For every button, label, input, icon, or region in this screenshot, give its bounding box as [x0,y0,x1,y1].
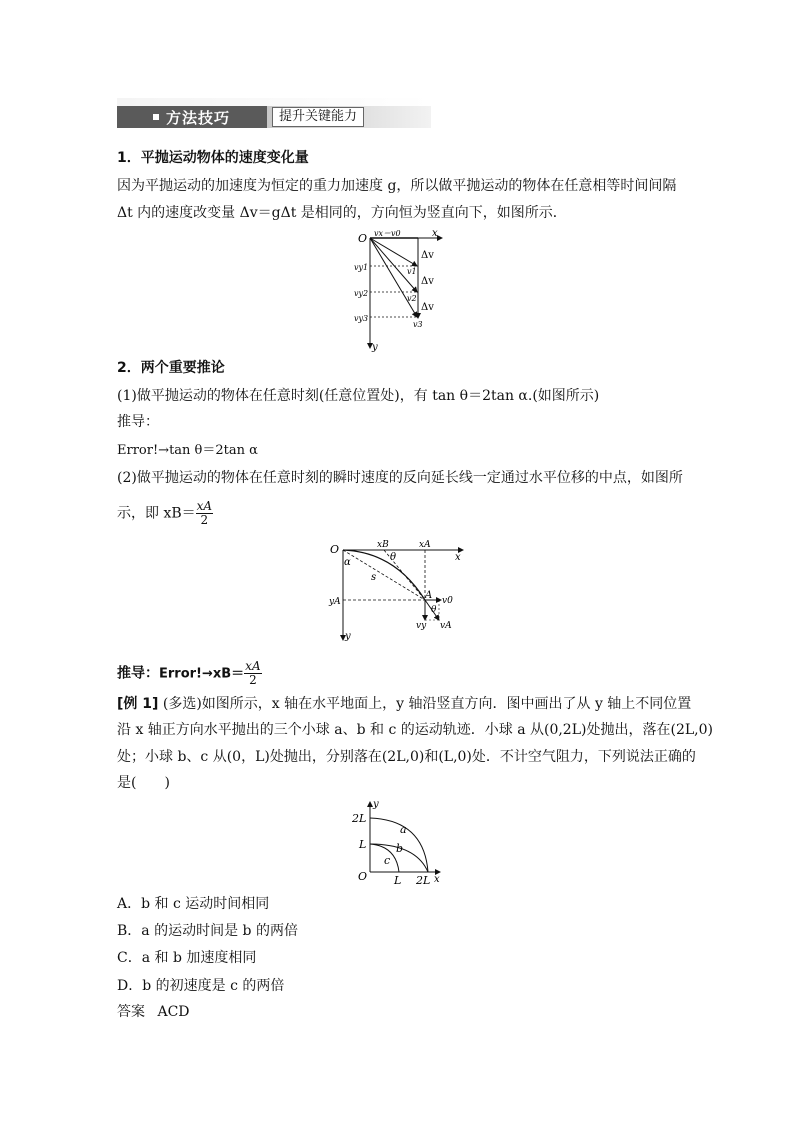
fig1-vy1: vy1 [354,263,369,272]
fig2-alpha: α [344,557,351,568]
fig1-x-label: x [432,228,438,239]
fig3-y-label: y [373,799,379,810]
derive2-line [117,660,262,687]
figure-tan-relation [325,536,470,642]
derive2-label: 推导： [117,665,159,682]
fig2-s: s [371,572,377,583]
fraction-xa-over-2 [196,500,213,527]
square-bullet-icon [153,114,159,120]
fig2-xa: xA [419,540,431,550]
derive-label-1: 推导： [117,414,159,430]
fig2-xb: xB [377,540,389,550]
section2-paragraph1: (1)做平抛运动的物体在任意时刻(任意位置处)，有 tan θ＝2tan α.(如图所示) [117,388,600,404]
fig1-dv1: Δv [421,250,434,261]
answer-value: ACD [157,1004,190,1020]
fig2-x-label: x [455,552,461,563]
answer-line [117,1002,190,1022]
fig1-v1: v1 [407,267,417,276]
fig3-a-label: a [400,823,407,836]
fig2-a-point: A [425,590,433,601]
banner-fade [117,98,431,106]
fraction-denominator-b: 2 [249,673,257,687]
option-c: C．a 和 b 加速度相同 [117,950,257,966]
fig2-vy: vy [416,621,427,631]
fig3-l-y: L [359,838,367,851]
fraction-numerator: xA [196,499,213,513]
answer-label: 答案 [117,1004,145,1020]
fig1-dv3: Δv [421,302,434,313]
fig2-origin: O [330,543,340,556]
fig3-x-label: x [434,874,440,885]
fig3-2l-x: 2L [416,874,431,887]
fraction-denominator: 2 [200,513,209,527]
banner-subtitle: 提升关键能力 [272,107,364,127]
figure-velocity-change [350,226,450,352]
example-line1 [117,694,691,714]
fig2-va: vA [440,621,452,631]
example-line2: 沿 x 轴正方向水平抛出的三个小球 a、b 和 c 的运动轨迹．小球 a 从(0,2L)处抛出，落在(2L,0) [117,722,713,738]
section2-heading: 2．两个重要推论 [117,360,225,376]
fig2-y-label: y [345,631,351,642]
fig1-v2: v2 [407,294,417,303]
option-a: A．b 和 c 运动时间相同 [117,896,270,912]
fig1-top-label: vx＝v0 [374,229,401,238]
section1-paragraph-line1: 因为平抛运动的加速度为恒定的重力加速度 g，所以做平抛运动的物体在任意相等时间间隔 [117,178,677,194]
fig2-ya: yA [329,597,341,607]
derive-formula-1: Error!→tan θ＝2tan α [117,443,258,458]
fig3-origin: O [358,870,368,883]
example-text1: (多选)如图所示，x 轴在水平地面上，y 轴沿竖直方向．图中画出了从 y 轴上不同位置 [162,696,692,712]
section1-heading: 1．平抛运动物体的速度变化量 [117,150,309,166]
fig1-vy2: vy2 [354,289,369,298]
example-tag: [例 1] [117,696,159,712]
banner-title: 方法技巧 [166,109,231,127]
fig3-2l-y: 2L [352,812,367,825]
option-b: B．a 的运动时间是 b 的两倍 [117,923,298,939]
fig1-vy3: vy3 [354,314,369,323]
fig1-dv2: Δv [421,276,434,287]
fraction-xa-over-2-b [244,660,261,687]
section2-paragraph3 [117,500,213,527]
fig1-y-label: y [372,342,378,352]
derive2-formula: Error!→xB＝ [159,666,245,682]
example-line3: 处；小球 b、c 从(0，L)处抛出，分别落在(2L,0)和(L,0)处．不计空气阻力，下列说法正确的 [117,749,696,765]
fig2-theta-top: θ [390,552,397,563]
section2-paragraph2: (2)做平抛运动的物体在任意时刻的瞬时速度的反向延长线一定通过水平位移的中点，如图所 [117,470,683,486]
fig1-origin: O [358,232,368,245]
fig3-b-label: b [396,842,404,855]
paragraph3-prefix: 示，即 xB＝ [117,505,196,522]
fig3-l-x: L [394,874,402,887]
fraction-numerator-b: xA [245,659,261,673]
fig2-v0: v0 [442,596,453,606]
section1-paragraph-line2: Δt 内的速度改变量 Δv＝gΔt 是相同的，方向恒为竖直向下，如图所示． [117,205,567,221]
fig2-theta-bottom: θ [431,605,437,615]
example-line4: 是( ) [117,775,170,791]
fig1-v3: v3 [413,320,423,329]
option-d: D．b 的初速度是 c 的两倍 [117,978,285,994]
figure-projectile-trajectories [350,798,450,888]
fig3-c-label: c [384,854,391,867]
